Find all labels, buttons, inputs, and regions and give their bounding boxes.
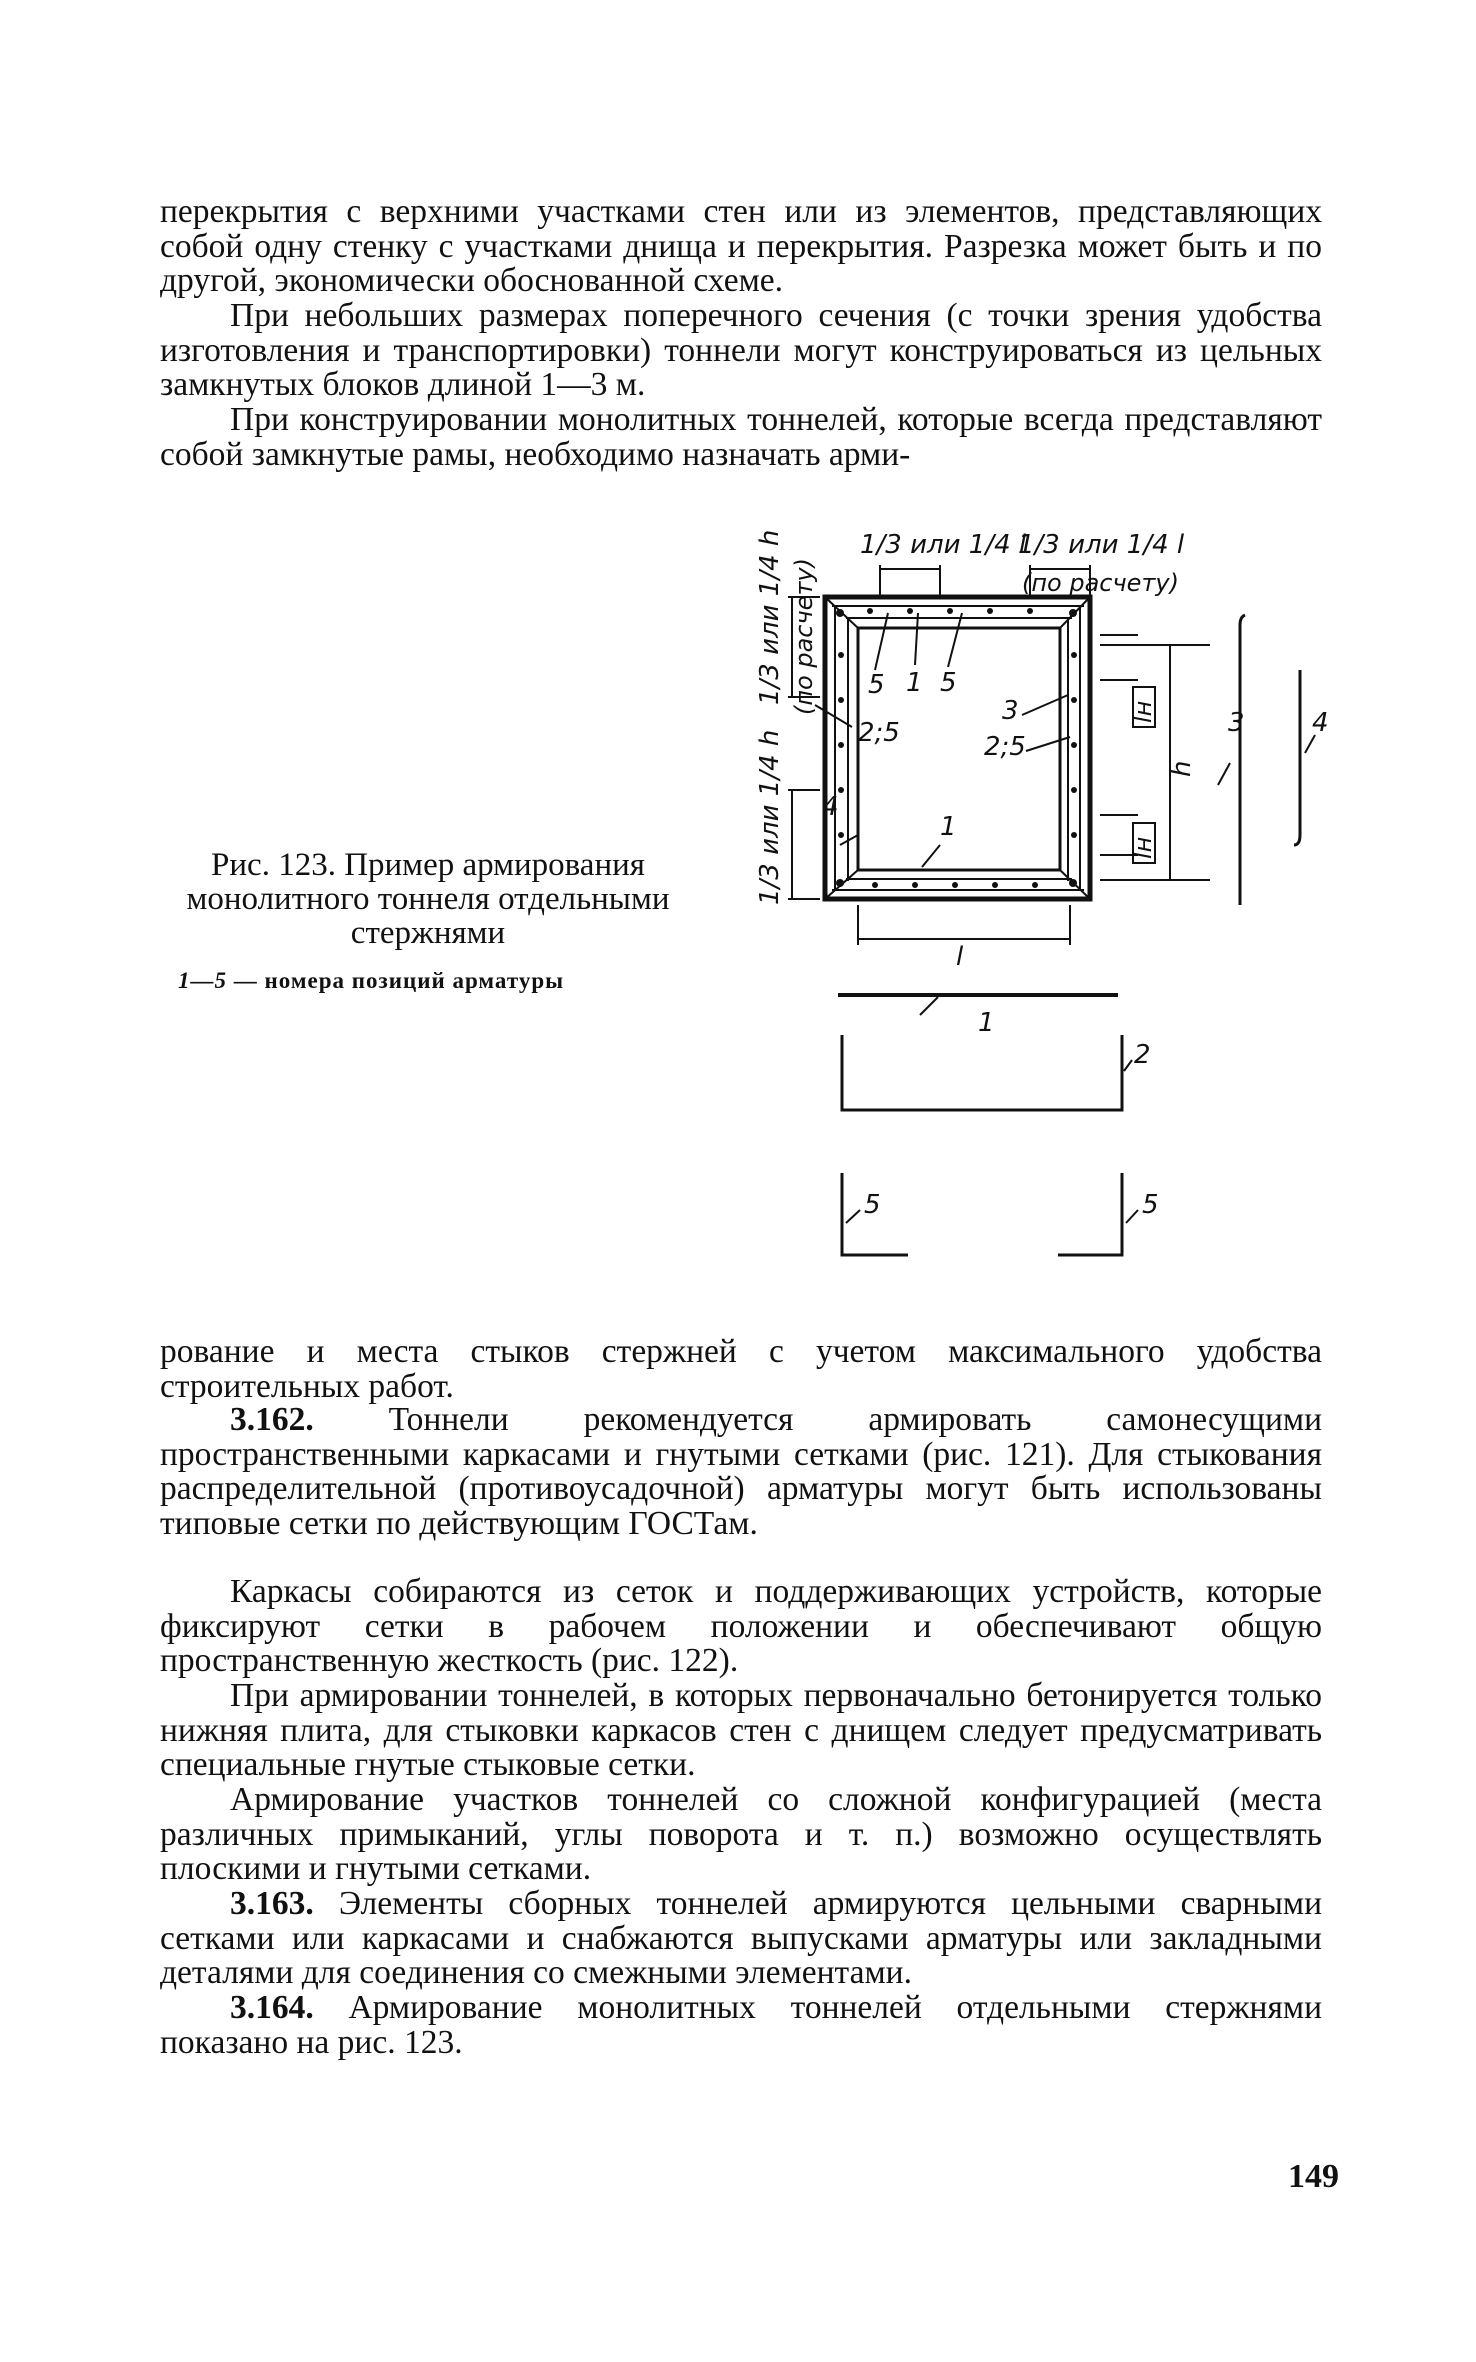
paragraph-9 [160,1887,1322,1991]
label-left-dim-upper: 1/3 или 1/4 h [755,529,785,705]
label-dim-h: h [1167,760,1197,777]
label-top-dim-right: 1/3 или 1/4 l [1018,530,1185,560]
paragraph-8 [160,1783,1322,1887]
bar-2-u-shape [842,1035,1122,1110]
paragraph-8-text: Армирование участков тоннелей со сложной конфигурацией (места различных примыканий, углы поворота и т. п.) возможно осуществлять плоскими и гнутыми сетками. [160,1781,1322,1887]
paragraph-10-text: Армирование монолитных тоннелей отдельными стержнями показано на рис. 123. [160,1989,1322,2061]
label-top-dim-left: 1/3 или 1/4 l [860,530,1027,560]
reinforcement-figure [740,505,1360,1295]
section-number-3-162: 3.162. [230,1401,314,1438]
page-number: 149 [1288,2158,1339,2195]
figure-caption [158,848,698,950]
paragraph-9-text: Элементы сборных тоннелей армируются цельными сварными сетками или каркасами и снабжаются выпусками арматуры или закладными деталями для соединения со смежными элементами. [160,1885,1322,1991]
paragraph-1: перекрытия с верхними участками стен или из элементов, представляющих собой одну стенку с участками днища и перекрытия. Разрезка может быть и по другой, экономически обоснованной схеме. [160,193,1322,299]
paragraph-7 [160,1679,1322,1783]
label-pos-5b: 5 [940,668,957,698]
label-pos-5a: 5 [868,670,885,700]
bar-5-right [1058,1173,1122,1255]
label-pos-1-bottom: 1 [940,812,957,842]
label-lap-top: lн [1129,700,1157,723]
label-pos-4-right: 4 [1312,708,1329,738]
paragraph-5 [160,1403,1322,1541]
label-bar-2: 2 [1134,1040,1151,1070]
reinforcement-drawing [740,505,1360,1295]
figure-legend [178,968,698,994]
section-number-3-164: 3.164. [230,1989,314,2026]
label-po-raschetu-left: (по расчету) [790,558,818,715]
section-number-3-163: 3.163. [230,1885,314,1922]
label-pos-2-5-left: 2;5 [858,718,900,748]
label-pos-3-inner: 3 [1002,696,1019,726]
figure-legend-text: — номера позиций арматуры [227,968,565,993]
paragraph-6-text: Каркасы собираются из сеток и поддерживающих устройств, которые фиксируют сетки в рабочем положении и обеспечивают общую пространственную жесткость (рис. 122). [160,1573,1322,1679]
label-dim-l: l [956,942,964,972]
tunnel-outer-contour [825,597,1090,899]
label-pos-2-5-right: 2;5 [984,732,1026,762]
paragraph-5-text: Тоннели рекомендуется армировать самонесущими пространственными каркасами и гнутыми сетками (рис. 121). Для стыкования распределительной (противоусадочной) арматуры могут быть использованы типовые сетки по действующим ГОСТам. [160,1401,1322,1542]
label-bar-5-left: 5 [864,1190,881,1220]
label-po-raschetu-top: (по расчету) [1022,569,1179,597]
figure-caption-title: Рис. 123. Пример армирования монолитного тоннеля отдельными стержнями [186,847,670,951]
label-pos-1a: 1 [906,668,923,698]
label-left-dim-lower: 1/3 или 1/4 h [755,729,785,905]
paragraph-7-text: При армировании тоннелей, в которых первоначально бетонируется только нижняя плита, для стыковки каркасов стен с днищем следует предусматривать специальные гнутые стыковые сетки. [160,1677,1322,1783]
label-bar-1: 1 [978,1008,995,1038]
figure-legend-range: 1—5 [178,968,227,993]
label-pos-4-inner: 4 [822,792,839,822]
paragraph-6 [160,1575,1322,1679]
label-bar-5-right: 5 [1142,1190,1159,1220]
label-lap-bottom: lн [1129,836,1157,859]
paragraph-3: При конструировании монолитных тоннелей, которые всегда представляют собой замкнутые рамы, необходимо назначать арми- [160,401,1322,473]
paragraph-10 [160,1991,1322,2060]
paragraph-4-text: рование и места стыков стержней с учетом максимального удобства строительных работ. [160,1333,1322,1405]
label-pos-3-right: 3 [1228,708,1245,738]
paragraph-2: При небольших размерах поперечного сечения (с точки зрения удобства изготовления и транспортировки) тоннели могут конструироваться из цельных замкнутых блоков длиной 1—3 м. [160,297,1322,403]
paragraph-4 [160,1335,1322,1404]
